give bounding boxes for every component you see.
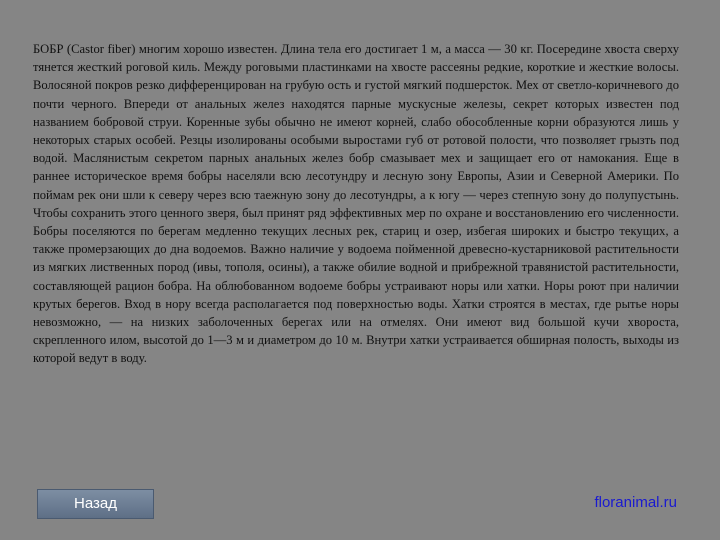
article-text: БОБР (Castor fiber) многим хорошо известен. Длина тела его достигает 1 м, а масса — 30 кг. Посередине хвоста сверху тянется жесткий роговой киль. Между роговыми пластинками на хвосте рассеяны редкие, короткие и жесткие волосы. Волосяной покров резко дифференцирован на грубую ость и густой мягкий подшерсток. Мех от светло-коричневого до почти черного. Впереди от анальных желез находятся парные мускусные железы, секрет которых известен под названием бобровой струи. Коренные зубы обычно не имеют корней, слабо обособленные корни образуются лишь у некоторых старых особей. Резцы изолированы особыми выростами губ от ротовой полости, что позволяет грызть под водой. Маслянистым секретом парных анальных желез бобр смазывает мех и защищает его от намокания. Еще в раннее историческое время бобры населяли всю лесотундру и лесную зону Европы, Азии и Северной Америки. По поймам рек они шли к северу через всю таежную зону до лесотундры, а к югу — через степную зону до полупустынь. Чтобы сохранить этого ценного зверя, был принят ряд эффективных мер по охране и восстановлению его численности. Бобры поселяются по берегам медленно текущих лесных рек, стариц и озер, избегая широких и быстро текущих, а также промерзающих до дна водоемов. Важно наличие у водоема пойменной древесно-кустарниковой растительности из мягких лиственных пород (ивы, тополя, осины), а также обилие водной и прибрежной травянистой растительности, составляющей рацион бобра. На облюбованном водоеме бобры устраивают норы или хатки. Норы роют при наличии крутых берегов. Вход в нору всегда располагается под поверхностью воды. Хатки строятся в местах, где рытье норы невозможно, — на низких заболоченных берегах или на отмелях. Они имеют вид большой кучи хвороста, скрепленного илом, высотой до 1—3 м и диаметром до 10 м. Внутри хатки устраивается обширная полость, выходы из которой ведут в воду. [33, 42, 679, 366]
back-button[interactable]: Назад [37, 489, 154, 519]
site-link[interactable]: floranimal.ru [594, 494, 677, 511]
